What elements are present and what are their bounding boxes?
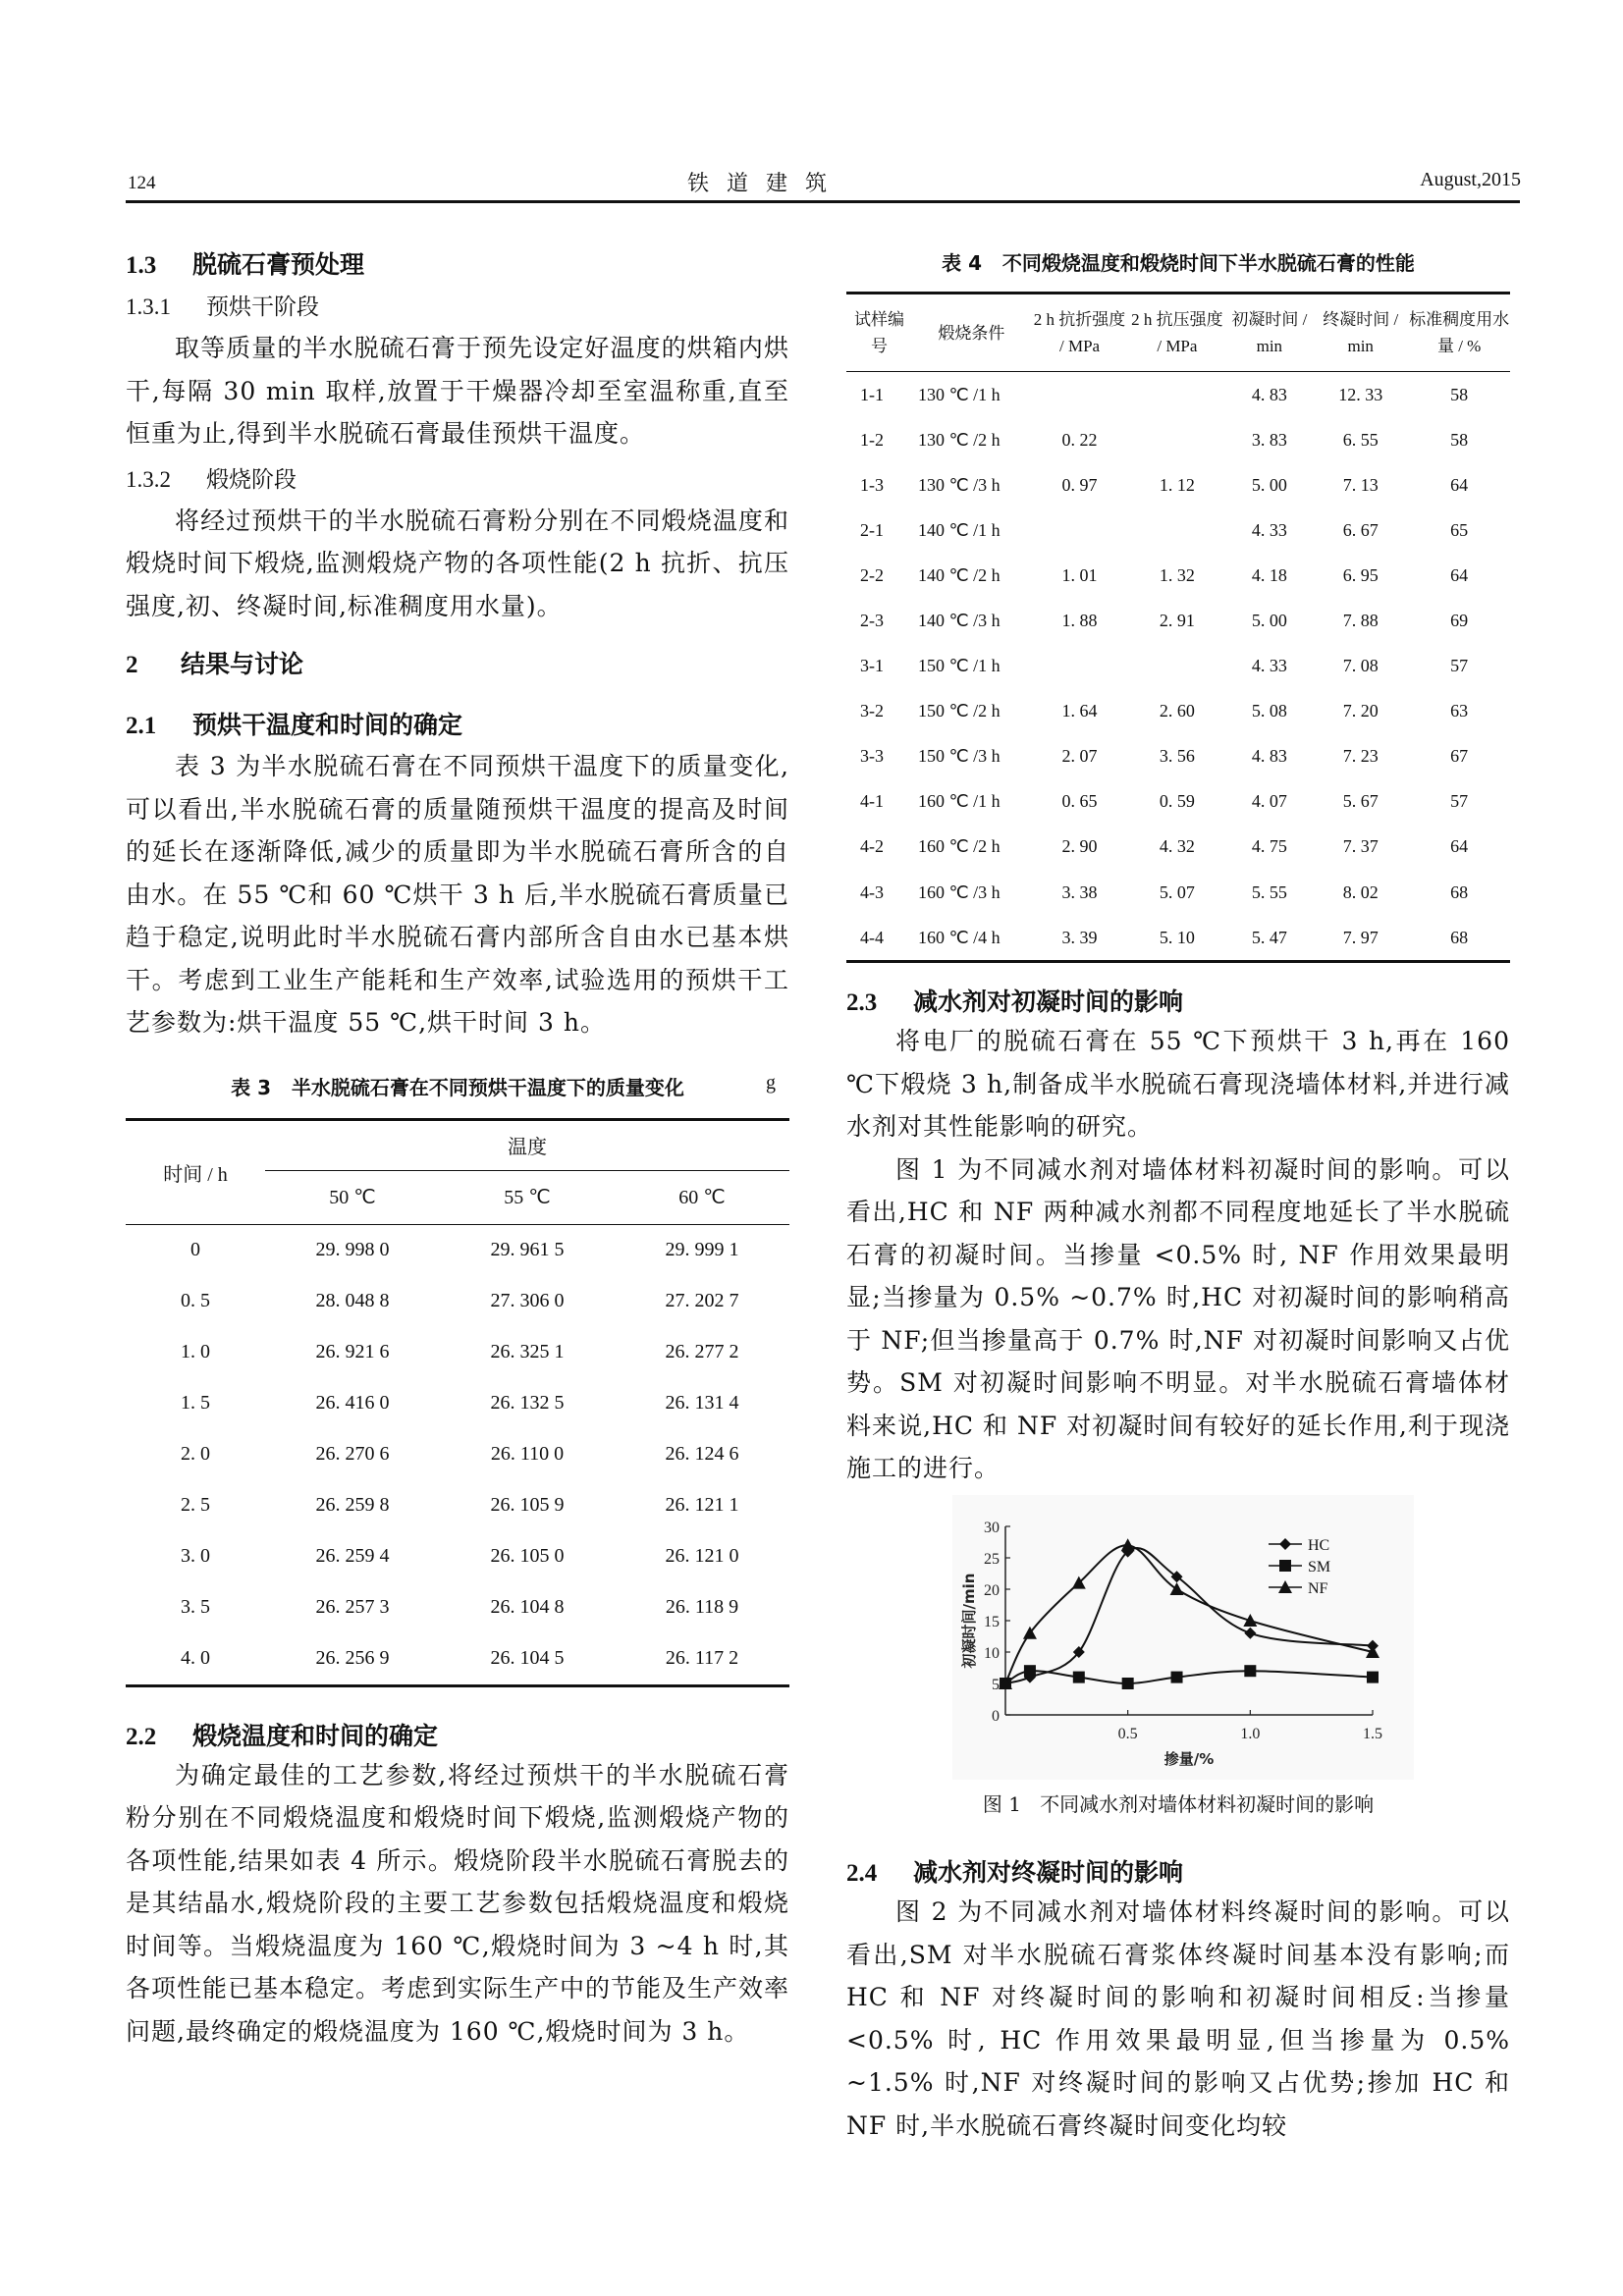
condition-cell: 160 ℃ /4 h bbox=[917, 927, 1001, 947]
section-heading-1-3 bbox=[126, 245, 789, 281]
section-number: 2.1 bbox=[126, 713, 157, 739]
paragraph: 图 1 为不同减水剂对墙体材料初凝时间的影响。可以看出,HC 和 NF 两种减水剂都不同程度地延长了半水脱硫石膏的初凝时间。当掺量 <0.5% 时, NF 作用效果最明显;当掺量为 0.5% ~0.7% 时,HC 对初凝时间的影响稍高于 NF;但当掺量高于 0.7% 时,NF 对初凝时间影响又占优势。SM 对初凝时间影响不明显。对半水脱硫石膏墙体材料来说,HC 和 NF 对初凝时间有较好的延长作用,利于现浇施工的进行。 bbox=[846, 1154, 1510, 1483]
value-cell: 1. 32 bbox=[1159, 564, 1195, 585]
y-tick-label: 20 bbox=[984, 1582, 1000, 1599]
table-row bbox=[846, 825, 1510, 870]
value-cell: 0. 22 bbox=[1061, 429, 1098, 450]
table-row bbox=[126, 1327, 789, 1378]
paragraph: 取等质量的半水脱硫石膏于预先设定好温度的烘箱内烘干,每隔 30 min 取样,放置于干燥器冷却至室温称重,直至恒重为止,得到半水脱硫石膏最佳预烘干温度。 bbox=[126, 334, 789, 448]
time-cell: 0 bbox=[190, 1239, 200, 1260]
section-number: 1.3 bbox=[126, 252, 157, 279]
value-cell: 12. 33 bbox=[1338, 384, 1383, 404]
condition-cell: 130 ℃ /3 h bbox=[917, 474, 1001, 495]
page-number: 124 bbox=[128, 173, 156, 193]
value-cell: 57 bbox=[1450, 656, 1469, 676]
sample-id-cell: 1-1 bbox=[860, 384, 884, 404]
time-cell: 4. 0 bbox=[181, 1647, 210, 1669]
value-cell: 3. 39 bbox=[1061, 927, 1098, 947]
value-cell: 3. 56 bbox=[1159, 746, 1195, 767]
sample-id-cell: 2-2 bbox=[860, 564, 884, 585]
sample-id-cell: 3-3 bbox=[860, 746, 884, 767]
value-cell: 6. 55 bbox=[1342, 429, 1379, 450]
value-cell: 5. 55 bbox=[1251, 881, 1287, 902]
mass-cell: 26. 105 9 bbox=[490, 1494, 565, 1516]
table-row bbox=[846, 553, 1510, 598]
condition-cell: 160 ℃ /1 h bbox=[917, 791, 1001, 812]
right-column bbox=[846, 245, 1510, 1490]
condition-cell: 160 ℃ /3 h bbox=[917, 881, 1001, 902]
mass-cell: 26. 325 1 bbox=[490, 1341, 565, 1362]
value-cell: 1. 01 bbox=[1061, 564, 1098, 585]
mass-cell: 26. 118 9 bbox=[665, 1596, 739, 1618]
table-row bbox=[126, 1429, 789, 1480]
column-header: 终凝时间 / min bbox=[1323, 310, 1399, 355]
table-row bbox=[846, 598, 1510, 643]
left-column bbox=[126, 245, 789, 2053]
data-point-nf bbox=[1170, 1582, 1184, 1595]
mass-cell: 26. 921 6 bbox=[315, 1341, 390, 1362]
time-cell: 2. 5 bbox=[181, 1494, 210, 1516]
time-cell: 3. 0 bbox=[181, 1545, 210, 1567]
section-number: 2.3 bbox=[846, 989, 878, 1017]
condition-cell: 160 ℃ /2 h bbox=[917, 836, 1001, 857]
time-cell: 2. 0 bbox=[181, 1443, 210, 1465]
table-3-caption bbox=[126, 1072, 789, 1100]
value-cell: 4. 33 bbox=[1251, 656, 1287, 676]
table-row bbox=[846, 372, 1510, 418]
sample-id-cell: 1-2 bbox=[860, 429, 884, 450]
paragraph: 为确定最佳的工艺参数,将经过预烘干的半水脱硫石膏粉分别在不同煅烧温度和煅烧时间下煅烧,监测煅烧产物的各项性能,结果如表 4 所示。煅烧阶段半水脱硫石膏脱去的是其结晶水,煅烧阶段的主要工艺参数包括煅烧温度和煅烧时间等。当煅烧温度为 160 ℃,煅烧时间为 3 ~4 h 时,其各项性能已基本稳定。考虑到实际生产中的节能及生产效率问题,最终确定的煅烧温度为 160 ℃,煅烧时间为 3 h。 bbox=[126, 1760, 790, 2046]
legend-label: NF bbox=[1308, 1580, 1328, 1597]
mass-cell: 26. 270 6 bbox=[315, 1443, 390, 1465]
y-tick-label: 15 bbox=[984, 1614, 1000, 1630]
paragraph: 将经过预烘干的半水脱硫石膏粉分别在不同煅烧温度和煅烧时间下煅烧,监测煅烧产物的各项性能(2 h 抗折、抗压强度,初、终凝时间,标准稠度用水量)。 bbox=[126, 506, 789, 620]
mass-cell: 27. 202 7 bbox=[665, 1290, 739, 1311]
subsection-title: 煅烧阶段 bbox=[206, 466, 297, 493]
mass-cell: 29. 999 1 bbox=[665, 1239, 739, 1260]
value-cell: 5. 47 bbox=[1251, 927, 1287, 947]
time-cell: 3. 5 bbox=[181, 1596, 210, 1618]
sample-id-cell: 3-2 bbox=[860, 701, 884, 721]
sample-id-cell: 1-3 bbox=[860, 474, 884, 495]
section-title: 脱硫石膏预处理 bbox=[192, 250, 365, 279]
mass-cell: 27. 306 0 bbox=[490, 1290, 565, 1311]
x-axis-label: 掺量/% bbox=[1163, 1750, 1215, 1768]
paragraph: 图 2 为不同减水剂对墙体材料终凝时间的影响。可以看出,SM 对半水脱硫石膏浆体终凝时间基本没有影响;而 HC 和 NF 对终凝时间的影响和初凝时间相反:当掺量 <0.5% 时, HC 作用效果最明显,但当掺量为 0.5% ~1.5% 时,NF 对终凝时间的影响又占优势;掺加 HC 和 NF 时,半水脱硫石膏终凝时间变化均较 bbox=[846, 1897, 1510, 2140]
legend-marker-sm bbox=[1279, 1560, 1291, 1572]
right-column-bottom bbox=[846, 1853, 1510, 2147]
value-cell: 4. 83 bbox=[1251, 384, 1287, 404]
sample-id-cell: 4-2 bbox=[860, 836, 884, 857]
value-cell: 4. 18 bbox=[1251, 564, 1287, 585]
table-row bbox=[846, 870, 1510, 915]
subsection-number: 1.3.1 bbox=[126, 294, 171, 319]
value-cell: 64 bbox=[1450, 836, 1469, 857]
section-number: 2.4 bbox=[846, 1860, 878, 1887]
table-row bbox=[846, 462, 1510, 507]
value-cell bbox=[1128, 417, 1225, 462]
value-cell: 58 bbox=[1450, 429, 1469, 450]
mass-cell: 26. 256 9 bbox=[315, 1647, 390, 1669]
table-row bbox=[126, 1224, 789, 1276]
value-cell: 63 bbox=[1450, 701, 1469, 721]
section-title: 减水剂对终凝时间的影响 bbox=[913, 1858, 1184, 1887]
mass-cell: 26. 257 3 bbox=[315, 1596, 390, 1618]
value-cell: 1. 88 bbox=[1061, 611, 1098, 631]
column-header: 2 h 抗折强度 / MPa bbox=[1033, 310, 1126, 355]
value-cell bbox=[1128, 372, 1225, 418]
mass-cell: 26. 104 8 bbox=[490, 1596, 565, 1618]
value-cell: 4. 33 bbox=[1251, 519, 1287, 540]
mass-cell: 26. 277 2 bbox=[665, 1341, 739, 1362]
y-tick-label: 5 bbox=[992, 1677, 1000, 1693]
section-number: 2.2 bbox=[126, 1723, 157, 1750]
value-cell bbox=[1031, 644, 1128, 689]
column-header: 标准稠度用水量 / % bbox=[1409, 310, 1510, 355]
x-tick-label: 1.5 bbox=[1363, 1726, 1382, 1742]
column-header: 2 h 抗压强度 / MPa bbox=[1131, 310, 1223, 355]
value-cell: 5. 00 bbox=[1251, 474, 1287, 495]
header-rule bbox=[126, 200, 1520, 203]
condition-cell: 130 ℃ /2 h bbox=[917, 429, 1001, 450]
data-point-sm bbox=[1244, 1665, 1256, 1677]
journal-title: 铁道建筑 bbox=[687, 172, 845, 196]
data-point-sm bbox=[1024, 1665, 1036, 1677]
data-point-hc bbox=[1244, 1628, 1256, 1639]
value-cell: 6. 67 bbox=[1342, 519, 1379, 540]
sample-id-cell: 2-1 bbox=[860, 519, 884, 540]
column-header: 煅烧条件 bbox=[938, 323, 1005, 343]
value-cell: 65 bbox=[1450, 519, 1469, 540]
legend-label: SM bbox=[1308, 1559, 1331, 1575]
mass-cell: 29. 961 5 bbox=[490, 1239, 565, 1260]
mass-cell: 26. 259 8 bbox=[315, 1494, 390, 1516]
table-row bbox=[126, 1633, 789, 1686]
time-cell: 0. 5 bbox=[181, 1290, 210, 1311]
subsection-heading-1-3-1 bbox=[126, 289, 789, 321]
y-tick-label: 30 bbox=[984, 1520, 1000, 1536]
x-tick-label: 1.0 bbox=[1240, 1726, 1261, 1742]
section-heading-2-2 bbox=[126, 1717, 789, 1752]
table-row bbox=[846, 644, 1510, 689]
table-row bbox=[846, 689, 1510, 734]
table-row bbox=[846, 417, 1510, 462]
value-cell: 64 bbox=[1450, 474, 1469, 495]
value-cell: 0. 65 bbox=[1061, 791, 1098, 812]
column-header: 试样编号 bbox=[853, 310, 904, 355]
value-cell: 2. 91 bbox=[1159, 611, 1195, 631]
condition-cell: 140 ℃ /1 h bbox=[917, 519, 1001, 540]
mass-cell: 26. 132 5 bbox=[490, 1392, 565, 1414]
value-cell: 5. 10 bbox=[1159, 927, 1195, 947]
section-title: 煅烧温度和时间的确定 bbox=[192, 1721, 439, 1750]
table-row bbox=[126, 1531, 789, 1582]
sample-id-cell: 2-3 bbox=[860, 611, 884, 631]
table-row bbox=[846, 734, 1510, 779]
value-cell: 69 bbox=[1450, 611, 1469, 631]
table-label: 表 3 bbox=[231, 1075, 271, 1099]
mass-cell: 26. 121 1 bbox=[665, 1494, 739, 1516]
table-unit: g bbox=[766, 1071, 776, 1094]
condition-cell: 130 ℃ /1 h bbox=[917, 384, 1001, 404]
condition-cell: 140 ℃ /3 h bbox=[917, 611, 1001, 631]
subsection-number: 1.3.2 bbox=[126, 466, 171, 492]
value-cell: 57 bbox=[1450, 791, 1469, 812]
value-cell: 68 bbox=[1450, 881, 1469, 902]
value-cell: 4. 75 bbox=[1251, 836, 1287, 857]
sample-id-cell: 4-1 bbox=[860, 791, 884, 812]
group-header: 温度 bbox=[265, 1119, 789, 1170]
value-cell: 64 bbox=[1450, 564, 1469, 585]
mass-cell: 26. 131 4 bbox=[665, 1392, 739, 1414]
table-caption-text: 不同煅烧温度和煅烧时间下半水脱硫石膏的性能 bbox=[1001, 251, 1415, 275]
y-axis-label: 初凝时间/min bbox=[960, 1573, 978, 1669]
section-title: 结果与讨论 bbox=[181, 650, 304, 678]
figure-label: 图 1 bbox=[982, 1792, 1021, 1816]
table-row bbox=[126, 1378, 789, 1429]
mass-cell: 26. 110 0 bbox=[490, 1443, 565, 1465]
section-heading-2-4 bbox=[846, 1853, 1510, 1889]
figure-1-caption bbox=[846, 1789, 1510, 1817]
value-cell: 2. 07 bbox=[1061, 746, 1098, 767]
sample-id-cell: 4-3 bbox=[860, 881, 884, 902]
value-cell: 3. 38 bbox=[1061, 881, 1098, 902]
table-row bbox=[846, 507, 1510, 553]
row-header: 时间 / h bbox=[126, 1119, 265, 1224]
section-heading-2-3 bbox=[846, 983, 1510, 1018]
initial-setting-time-chart bbox=[952, 1495, 1414, 1780]
value-cell: 7. 08 bbox=[1342, 656, 1379, 676]
mass-cell: 26. 105 0 bbox=[490, 1545, 565, 1567]
value-cell: 5. 08 bbox=[1251, 701, 1287, 721]
y-tick-label: 10 bbox=[984, 1645, 1000, 1662]
condition-cell: 150 ℃ /3 h bbox=[917, 746, 1001, 767]
series-line-sm bbox=[1005, 1671, 1373, 1683]
data-point-sm bbox=[1367, 1672, 1379, 1683]
value-cell: 4. 83 bbox=[1251, 746, 1287, 767]
y-tick-label: 25 bbox=[984, 1551, 1000, 1568]
value-cell: 5. 07 bbox=[1159, 881, 1195, 902]
value-cell: 67 bbox=[1450, 746, 1469, 767]
table-label: 表 4 bbox=[942, 251, 982, 275]
sample-id-cell: 4-4 bbox=[860, 927, 884, 947]
value-cell: 1. 64 bbox=[1061, 701, 1098, 721]
value-cell: 4. 07 bbox=[1251, 791, 1287, 812]
value-cell: 8. 02 bbox=[1342, 881, 1379, 902]
value-cell bbox=[1031, 372, 1128, 418]
table-row bbox=[126, 1582, 789, 1633]
condition-cell: 150 ℃ /2 h bbox=[917, 701, 1001, 721]
value-cell: 2. 60 bbox=[1159, 701, 1195, 721]
table-row bbox=[846, 779, 1510, 825]
time-cell: 1. 5 bbox=[181, 1392, 210, 1414]
column-header: 55 ℃ bbox=[504, 1187, 551, 1208]
data-point-sm bbox=[1073, 1672, 1085, 1683]
legend-marker-hc bbox=[1279, 1538, 1291, 1550]
value-cell: 0. 59 bbox=[1159, 791, 1195, 812]
value-cell: 3. 83 bbox=[1251, 429, 1287, 450]
table-caption-text: 半水脱硫石膏在不同预烘干温度下的质量变化 bbox=[291, 1075, 684, 1099]
mass-cell: 26. 121 0 bbox=[665, 1545, 739, 1567]
value-cell: 7. 88 bbox=[1342, 611, 1379, 631]
value-cell: 1. 12 bbox=[1159, 474, 1195, 495]
y-tick-label: 0 bbox=[992, 1708, 1000, 1725]
section-title: 预烘干温度和时间的确定 bbox=[192, 711, 463, 739]
value-cell: 7. 23 bbox=[1342, 746, 1379, 767]
figure-1 bbox=[952, 1495, 1414, 1780]
value-cell: 7. 20 bbox=[1342, 701, 1379, 721]
value-cell: 5. 67 bbox=[1342, 791, 1379, 812]
value-cell: 5. 00 bbox=[1251, 611, 1287, 631]
column-header: 50 ℃ bbox=[329, 1187, 376, 1208]
subsection-heading-1-3-2 bbox=[126, 461, 789, 494]
section-number: 2 bbox=[126, 652, 138, 678]
condition-cell: 140 ℃ /2 h bbox=[917, 564, 1001, 585]
paragraph: 将电厂的脱硫石膏在 55 ℃下预烘干 3 h,再在 160 ℃下煅烧 3 h,制备成半水脱硫石膏现浇墙体材料,并进行减水剂对其性能影响的研究。 bbox=[846, 1027, 1510, 1142]
paragraph: 表 3 为半水脱硫石膏在不同预烘干温度下的质量变化,可以看出,半水脱硫石膏的质量随预烘干温度的提高及时间的延长在逐渐降低,减少的质量即为半水脱硫石膏所含的自由水。在 55 ℃和 60 ℃烘干 3 h 后,半水脱硫石膏质量已趋于稳定,说明此时半水脱硫石膏内部所含自由水已基本烘干。考虑到工业生产能耗和生产效率,试验选用的预烘干工艺参数为:烘干温度 55 ℃,烘干时间 3 h。 bbox=[126, 752, 789, 1037]
section-heading-2 bbox=[126, 645, 789, 680]
value-cell: 4. 32 bbox=[1159, 836, 1195, 857]
data-point-sm bbox=[1122, 1678, 1134, 1689]
value-cell: 6. 95 bbox=[1342, 564, 1379, 585]
data-point-sm bbox=[1171, 1672, 1183, 1683]
mass-cell: 26. 117 2 bbox=[665, 1647, 739, 1669]
table-row bbox=[846, 915, 1510, 962]
value-cell: 2. 90 bbox=[1061, 836, 1098, 857]
mass-cell: 26. 416 0 bbox=[315, 1392, 390, 1414]
time-cell: 1. 0 bbox=[181, 1341, 210, 1362]
value-cell: 7. 97 bbox=[1342, 927, 1379, 947]
table-3 bbox=[126, 1118, 789, 1687]
condition-cell: 150 ℃ /1 h bbox=[917, 656, 1001, 676]
table-row bbox=[126, 1276, 789, 1327]
column-header: 60 ℃ bbox=[678, 1187, 726, 1208]
value-cell bbox=[1128, 507, 1225, 553]
mass-cell: 26. 124 6 bbox=[665, 1443, 739, 1465]
value-cell: 0. 97 bbox=[1061, 474, 1098, 495]
sample-id-cell: 3-1 bbox=[860, 656, 884, 676]
value-cell: 7. 13 bbox=[1342, 474, 1379, 495]
value-cell: 7. 37 bbox=[1342, 836, 1379, 857]
table-4 bbox=[846, 292, 1510, 963]
value-cell: 58 bbox=[1450, 384, 1469, 404]
figure-caption-text: 不同减水剂对墙体材料初凝时间的影响 bbox=[1040, 1792, 1375, 1816]
data-point-nf bbox=[1243, 1614, 1257, 1627]
mass-cell: 26. 104 5 bbox=[490, 1647, 565, 1669]
x-tick-label: 0.5 bbox=[1117, 1726, 1138, 1742]
table-4-caption bbox=[846, 247, 1510, 276]
mass-cell: 28. 048 8 bbox=[315, 1290, 390, 1311]
value-cell bbox=[1128, 644, 1225, 689]
legend-label: HC bbox=[1308, 1537, 1330, 1554]
value-cell: 68 bbox=[1450, 927, 1469, 947]
section-heading-2-1 bbox=[126, 706, 789, 741]
mass-cell: 29. 998 0 bbox=[315, 1239, 390, 1260]
column-header: 初凝时间 / min bbox=[1231, 310, 1308, 355]
table-row bbox=[126, 1480, 789, 1531]
value-cell bbox=[1031, 507, 1128, 553]
issue-date: August,2015 bbox=[1420, 169, 1521, 190]
section-title: 减水剂对初凝时间的影响 bbox=[913, 988, 1184, 1017]
mass-cell: 26. 259 4 bbox=[315, 1545, 390, 1567]
subsection-title: 预烘干阶段 bbox=[206, 294, 319, 320]
